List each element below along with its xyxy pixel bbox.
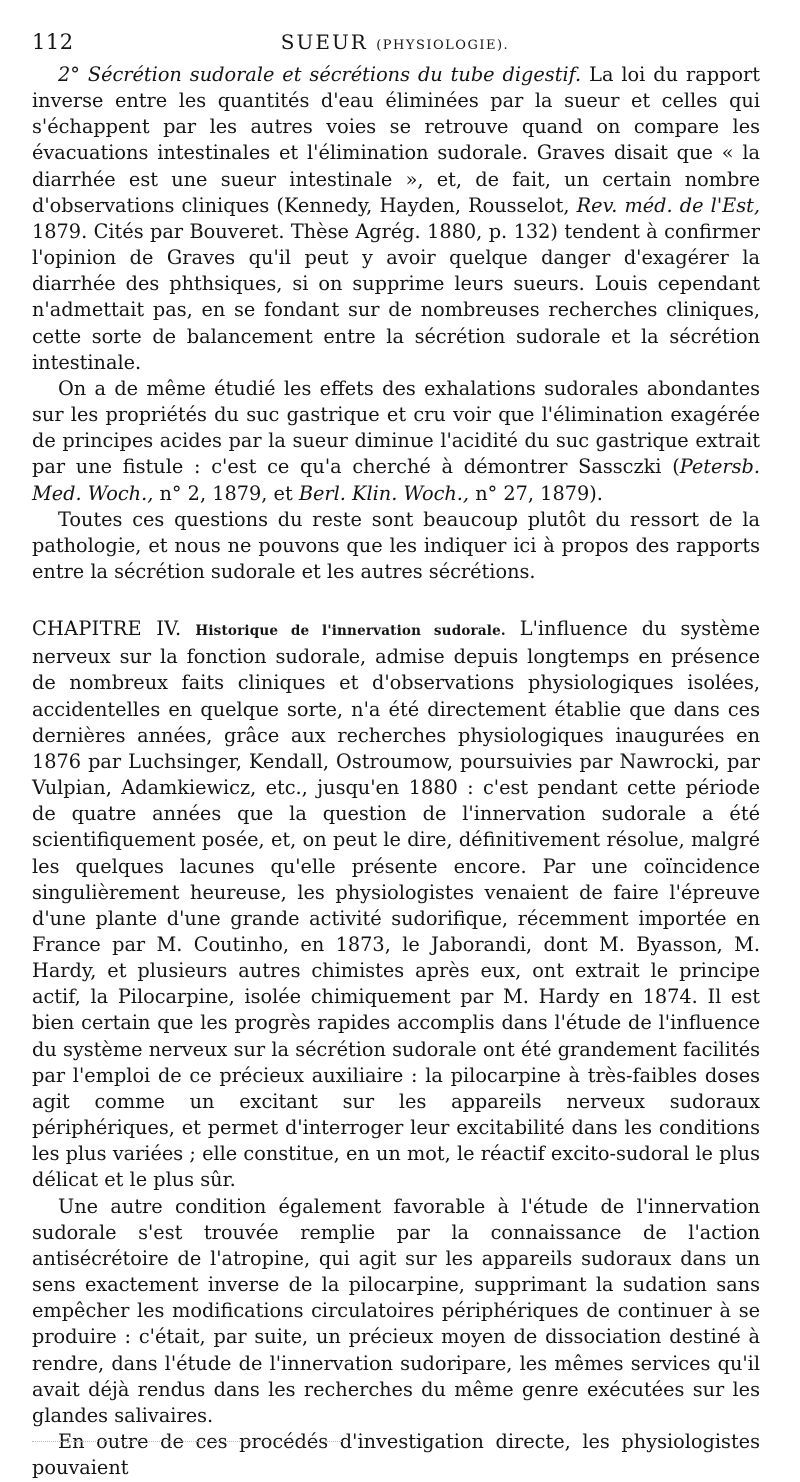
text-run: En outre de ces procédés d'investigation directe, les physiologistes pouvaient	[32, 1429, 760, 1480]
chapter-title: Historique de l'innervation sudorale.	[195, 623, 506, 640]
text-run: 1879. Cités par Bouveret. Thèse Agrég. 1880, p. 132) tendent à confirmer l'opinion de Graves qu'il peut y avoir quelque danger d'exagérer la diarrhée des phthsiques, si on supprime leurs sueurs. Louis cependant n'admettait pas, en se fondant sur de nombreuses recherches cliniques, cette sorte de balancement entre la sécrétion sudorale et la sécrétion intestinale.	[32, 219, 760, 374]
citation-berl-klin-woch: Berl. Klin. Woch.,	[298, 481, 470, 505]
page-header	[30, 26, 760, 56]
paragraph-atropine	[32, 1194, 760, 1429]
citation-rev-med-est: Rev. méd. de l'Est,	[576, 193, 761, 217]
text-run: Toutes ces questions du reste sont beaucoup plutôt du ressort de la pathologie, et nous ne pouvons que les indiquer ici à propos des rapports entre la sécrétion sudorale et les autres sécrétions.	[32, 507, 760, 583]
section-heading-digestive: 2° Sécrétion sudorale et sécrétions du tube digestif.	[58, 63, 582, 86]
text-run: n° 27, 1879).	[469, 481, 603, 505]
section-spacer	[32, 585, 760, 616]
text-run: n° 2, 1879, et	[153, 481, 299, 505]
scan-artifact-line	[32, 1441, 342, 1445]
paragraph-pathology-note	[32, 507, 760, 585]
text-run: On a de même étudié les effets des exhalations sudorales abondantes sur les propriétés du suc gastrique et cru voir que l'élimination exagérée de principes acides par la sueur diminue l'acidité du suc gastrique extrait par une fistule : c'est ce qu'a cherché à démontrer Sassczki (	[32, 376, 760, 479]
chapter-opening-paragraph	[32, 616, 760, 1193]
running-subtitle: (PHYSIOLOGIE).	[376, 38, 510, 53]
text-run: L'influence du système nerveux sur la fonction sudorale, admise depuis longtemps en présence de nombreux faits cliniques et d'observations physiologiques isolées, accidentelles en quelque sorte, n'a été directement établie que dans ces dernières années, grâce aux recherches physiologiques inaugurées en 1876 par Luchsinger, Kendall, Ostroumow, poursuivies par Nawrocki, par Vulpian, Adamkiewicz, etc., jusqu'en 1880 : c'est pendant cette période de quatre années que la question de l'innervation sudorale a été scientifiquement posée, et, on peut le dire, définitivement résolue, malgré les quelques lacunes qu'elle présente encore. Par une coïncidence singulièrement heureuse, les physiologistes venaient de faire l'épreuve d'une plante d'une grande activité sudorifique, récemment importée en France par M. Coutinho, en 1873, le Jaborandi, dont M. Byasson, M. Hardy, et plusieurs autres chimistes après eux, ont extrait le principe actif, la Pilocarpine, isolée chimiquement par M. Hardy en 1874. Il est bien certain que les progrès rapides accomplis dans l'étude de l'influence du système nerveux sur la sécrétion sudorale ont été grandement facilités par l'emploi de ce précieux auxiliaire : la pilocarpine à très-faibles doses agit comme un excitant sur les appareils nerveux sudoraux périphériques, et permet d'interroger leur excitabilité dans les conditions les plus variées ; elle constitue, en un mot, le réactif excito-sudoral le plus délicat et le plus sûr.	[32, 617, 760, 1192]
running-head	[30, 30, 760, 54]
page-number: 112	[32, 30, 74, 54]
chapter-label: CHAPITRE IV.	[32, 617, 182, 641]
citation-petersb-med-woch: Petersb. Med. Woch.,	[32, 455, 760, 505]
paragraph-gastric-juice	[32, 376, 760, 507]
page-body	[32, 62, 760, 1481]
running-title: SUEUR	[280, 30, 368, 54]
text-run: La loi du rapport inverse entre les quantités d'eau éliminées par la sueur et celles qui s'échappent par les autres voies se retrouve quand on compare les évacuations intestinales et l'élimination sudorale. Graves disait que « la diarrhée est une sueur intestinale », et, de fait, un certain nombre d'observations cliniques (Kennedy, Hayden, Rousselot,	[32, 63, 760, 217]
paragraph-direct-investigation	[32, 1429, 760, 1481]
text-run: Une autre condition également favorable à l'étude de l'innervation sudorale s'est trouvée remplie par la connaissance de l'action antisécrétoire de l'atropine, qui agit sur les appareils sudoraux dans un sens exactement inverse de la pilocarpine, supprimant la sudation sans empêcher les modifications circulatoires périphériques de continuer à se produire : c'était, par suite, un précieux moyen de dissociation destiné à rendre, dans l'étude de l'innervation sudoripare, les mêmes services qu'il avait déjà rendus dans les recherches du même genre exécutées sur les glandes salivaires.	[32, 1194, 760, 1427]
paragraph-sweat-and-digestive-secretions	[32, 62, 760, 376]
